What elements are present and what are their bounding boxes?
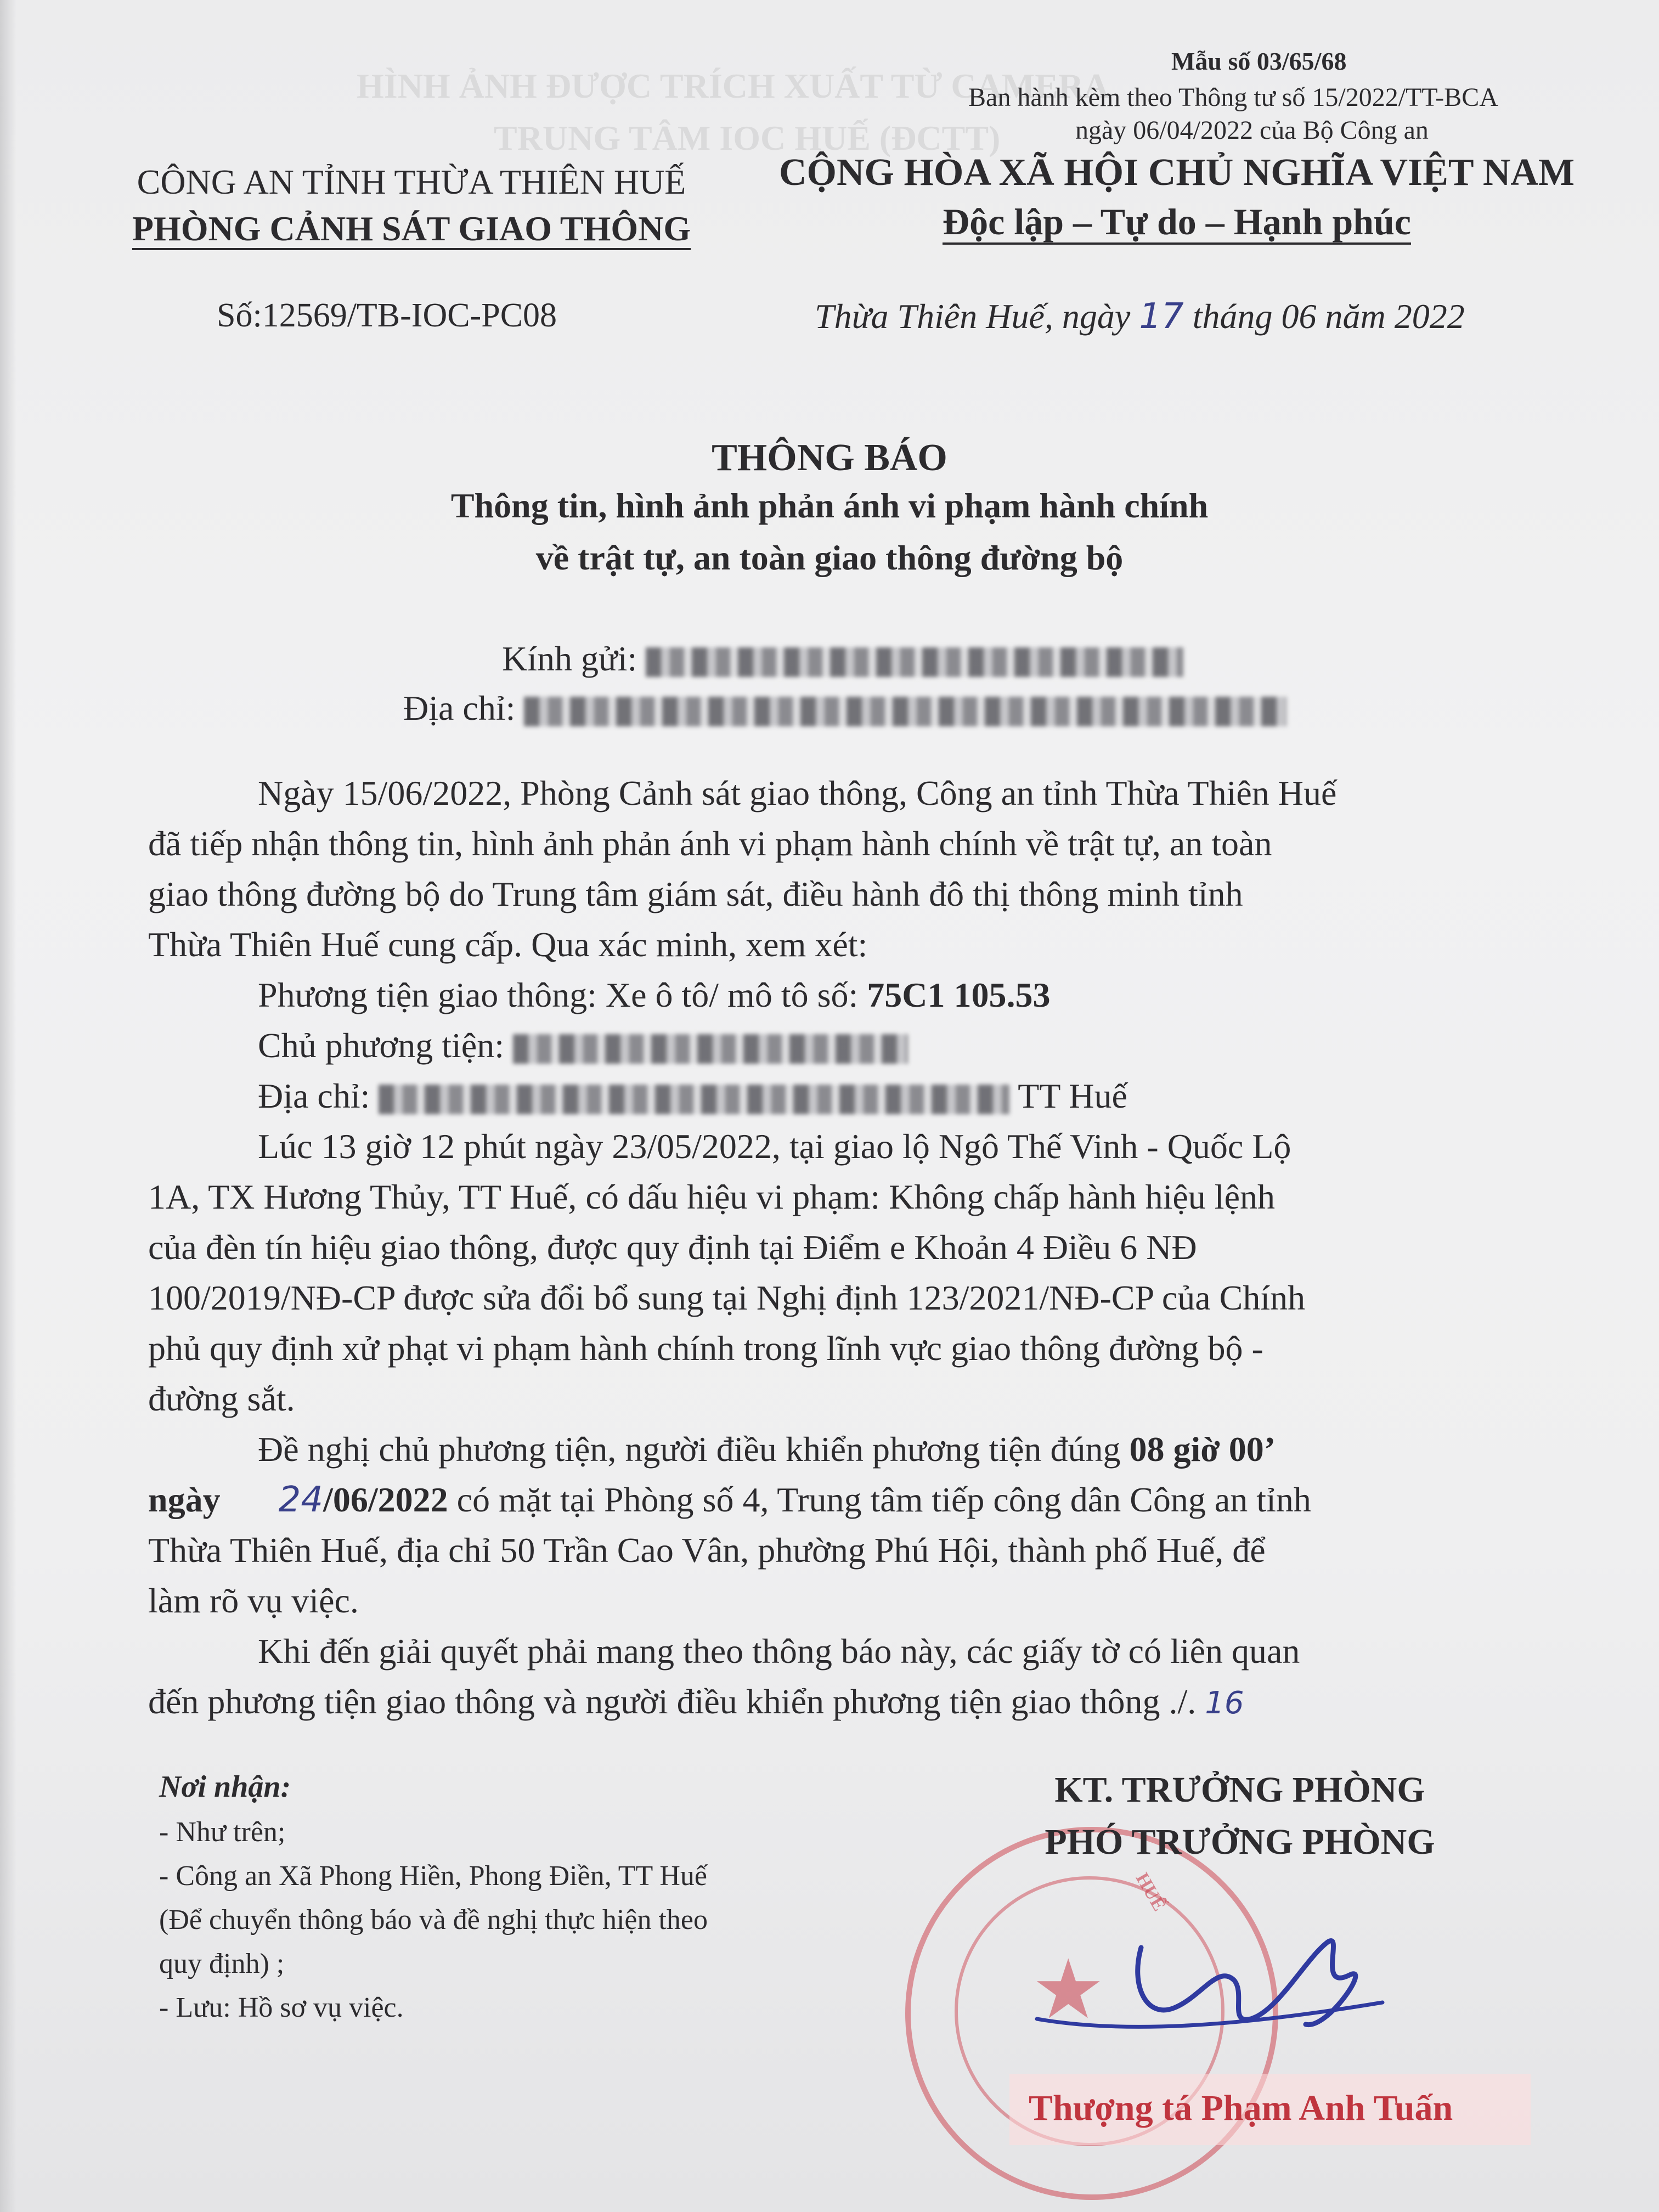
notice-subtitle-1: Thông tin, hình ảnh phản ánh vi phạm hành chính — [450, 486, 1209, 525]
owner-label: Chủ phương tiện: — [258, 1026, 504, 1065]
redacted-owner-address — [379, 1085, 1009, 1114]
recipients-item-2: - Công an Xã Phong Hiền, Phong Điền, TT Huế — [159, 1860, 707, 1892]
owner-address-tail: TT Huế — [1018, 1076, 1127, 1115]
redacted-recipient-address — [524, 697, 1286, 726]
signer-role-2: PHÓ TRƯỞNG PHÒNG — [1045, 1822, 1435, 1862]
recipient-address-label: Địa chỉ: — [403, 689, 516, 727]
signer-name: Thượng tá Phạm Anh Tuấn — [1029, 2088, 1453, 2128]
motto — [760, 200, 1594, 244]
para2-line6: đường sắt. — [148, 1379, 295, 1418]
para4-line2 — [148, 1677, 1244, 1729]
para2-line2: 1A, TX Hương Thủy, TT Huế, có dấu hiệu vi phạm: Không chấp hành hiệu lệnh — [148, 1177, 1275, 1216]
appointment-time: 08 giờ 00’ — [1129, 1430, 1276, 1469]
signer-role-1: KT. TRƯỞNG PHÒNG — [1054, 1770, 1425, 1810]
recipients-item-5: - Lưu: Hồ sơ vụ việc. — [159, 1992, 404, 2023]
para2-line4: 100/2019/NĐ-CP được sửa đổi bổ sung tại Nghị định 123/2021/NĐ-CP của Chính — [148, 1278, 1306, 1317]
notice-title: THÔNG BÁO — [712, 437, 947, 479]
motto-text: Độc lập – Tự do – Hạnh phúc — [943, 201, 1411, 245]
form-number: Mẫu số 03/65/68 — [1171, 47, 1347, 75]
para4-line1: Khi đến giải quyết phải mang theo thông báo này, các giấy tờ có liên quan — [258, 1632, 1300, 1671]
para1-line4: Thừa Thiên Huế cung cấp. Qua xác minh, xem xét: — [148, 925, 868, 964]
appointment-date: /06/2022 — [323, 1480, 448, 1519]
date-prefix: Thừa Thiên Huế, ngày — [815, 297, 1131, 336]
owner-address-label: Địa chỉ: — [258, 1076, 370, 1115]
para3-line1 — [258, 1424, 1276, 1475]
appointment-day-handwritten: 24 — [278, 1480, 324, 1520]
recipients-item-4: quy định) ; — [159, 1948, 285, 1979]
para1-line1: Ngày 15/06/2022, Phòng Cảnh sát giao thông, Công an tỉnh Thừa Thiên Huế — [258, 774, 1337, 812]
appointment-day-word: ngày — [148, 1480, 221, 1519]
recipients-item-1: - Như trên; — [159, 1816, 286, 1848]
vehicle-plate: 75C1 105.53 — [867, 975, 1051, 1014]
vehicle-line — [258, 970, 1051, 1020]
handwritten-signature — [1020, 1898, 1404, 2052]
recipients-title: Nơi nhận: — [159, 1770, 291, 1804]
recipient-label: Kính gửi: — [502, 639, 637, 678]
agency-name-text: PHÒNG CẢNH SÁT GIAO THÔNG — [132, 209, 691, 250]
stamp-text: HUẾ — [1131, 1869, 1170, 1915]
issued-line-1: Ban hành kèm theo Thông tư số 15/2022/TT-BCA — [968, 83, 1498, 112]
para3-line3: Thừa Thiên Huế, địa chỉ 50 Trần Cao Vân, phường Phú Hội, thành phố Huế, để — [148, 1531, 1266, 1570]
handwritten-mark: 16 — [1205, 1685, 1244, 1721]
para3-line2-text: có mặt tại Phòng số 4, Trung tâm tiếp công dân Công an tỉnh — [456, 1480, 1311, 1519]
para1-line3: giao thông đường bộ do Trung tâm giám sát, điều hành đô thị thông minh tỉnh — [148, 874, 1243, 913]
stamp-star-icon: ★ — [1031, 1945, 1105, 2036]
owner-address-line — [258, 1071, 1127, 1121]
page-edge-shadow — [0, 0, 16, 2212]
country-name: CỘNG HÒA XÃ HỘI CHỦ NGHĨA VIỆT NAM — [778, 151, 1575, 194]
watermark-line-1: HÌNH ẢNH ĐƯỢC TRÍCH XUẤT TỪ CAMERA — [357, 66, 1109, 105]
document-date — [815, 296, 1465, 337]
recipients-item-3: (Để chuyển thông báo và đề nghị thực hiện theo — [159, 1904, 708, 1936]
para2-line3: của đèn tín hiệu giao thông, được quy định tại Điểm e Khoản 4 Điều 6 NĐ — [148, 1228, 1197, 1267]
issued-line-2: ngày 06/04/2022 của Bộ Công an — [1075, 116, 1429, 145]
redacted-recipient — [646, 647, 1183, 677]
para3-line1-text: Đề nghị chủ phương tiện, người điều khiển phương tiện đúng — [258, 1430, 1121, 1469]
vehicle-label: Phương tiện giao thông: Xe ô tô/ mô tô số: — [258, 975, 859, 1014]
watermark-line-2: TRUNG TÂM IOC HUẾ (ĐCTT) — [494, 119, 1001, 157]
para3-line2 — [148, 1475, 1311, 1525]
recipient-address-line — [403, 683, 1286, 733]
notice-subtitle-2: về trật tự, an toàn giao thông đường bộ — [535, 538, 1124, 577]
para2-line1: Lúc 13 giờ 12 phút ngày 23/05/2022, tại giao lộ Ngô Thế Vinh - Quốc Lộ — [258, 1127, 1291, 1166]
agency-parent: CÔNG AN TỈNH THỪA THIÊN HUẾ — [137, 162, 686, 201]
agency-name — [82, 208, 741, 249]
date-suffix: tháng 06 năm 2022 — [1192, 297, 1465, 336]
para1-line2: đã tiếp nhận thông tin, hình ảnh phản ánh vi phạm hành chính về trật tự, an toàn — [148, 824, 1272, 863]
owner-line — [258, 1020, 908, 1071]
para2-line5: phủ quy định xử phạt vi phạm hành chính trong lĩnh vực giao thông đường bộ - — [148, 1329, 1263, 1368]
para3-line4: làm rõ vụ việc. — [148, 1581, 359, 1620]
date-day-handwritten: 17 — [1139, 296, 1184, 337]
redacted-owner-name — [513, 1034, 908, 1064]
document-number: Số:12569/TB-IOC-PC08 — [217, 297, 557, 334]
para4-line2-text: đến phương tiện giao thông và người điều khiển phương tiện giao thông ./. — [148, 1682, 1197, 1721]
recipient-line — [502, 634, 1183, 684]
